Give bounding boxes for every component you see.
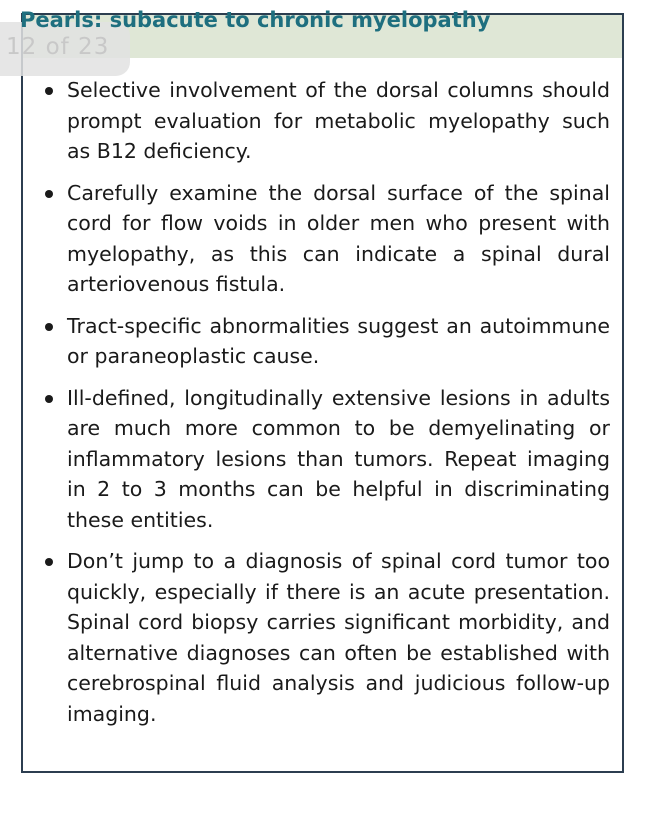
pearl-text: Tract-specific abnormalities suggest an autoimmune or paraneoplastic cause. bbox=[67, 313, 610, 368]
pearl-text: Ill-defined, longitudinally extensive lesions in adults are much more common to be demyelinating or inflammatory lesions than tumors. Repeat imaging in 2 to 3 months can be helpful in discriminating these entities. bbox=[67, 385, 610, 532]
pearl-text: Selective involvement of the dorsal columns should prompt evaluation for metabolic myelopathy such as B12 deficiency. bbox=[67, 78, 610, 163]
page-counter: 12 of 23 bbox=[6, 34, 110, 60]
pearl-item bbox=[45, 178, 610, 300]
bullet-icon bbox=[45, 87, 53, 95]
bullet-icon bbox=[45, 395, 53, 403]
pearl-list bbox=[45, 75, 610, 729]
pearl-item bbox=[45, 311, 610, 372]
bullet-icon bbox=[45, 323, 53, 331]
pearl-text: Don’t jump to a diagnosis of spinal cord tumor too quickly, especially if there is an acute presentation. Spinal cord biopsy carries significant morbidity, and alternative diagnoses can often be established with cerebrospinal fluid analysis and judicious follow-up imaging. bbox=[67, 549, 610, 726]
bullet-icon bbox=[45, 558, 53, 566]
bullet-icon bbox=[45, 190, 53, 198]
pearl-item bbox=[45, 75, 610, 167]
pearl-item bbox=[45, 546, 610, 729]
pearls-title: Pearls: subacute to chronic myelopathy bbox=[20, 8, 491, 32]
pearl-item bbox=[45, 383, 610, 536]
pearl-text: Carefully examine the dorsal surface of the spinal cord for flow voids in older men who present with myelopathy, as this can indicate a spinal dural arteriovenous fistula. bbox=[67, 180, 610, 296]
